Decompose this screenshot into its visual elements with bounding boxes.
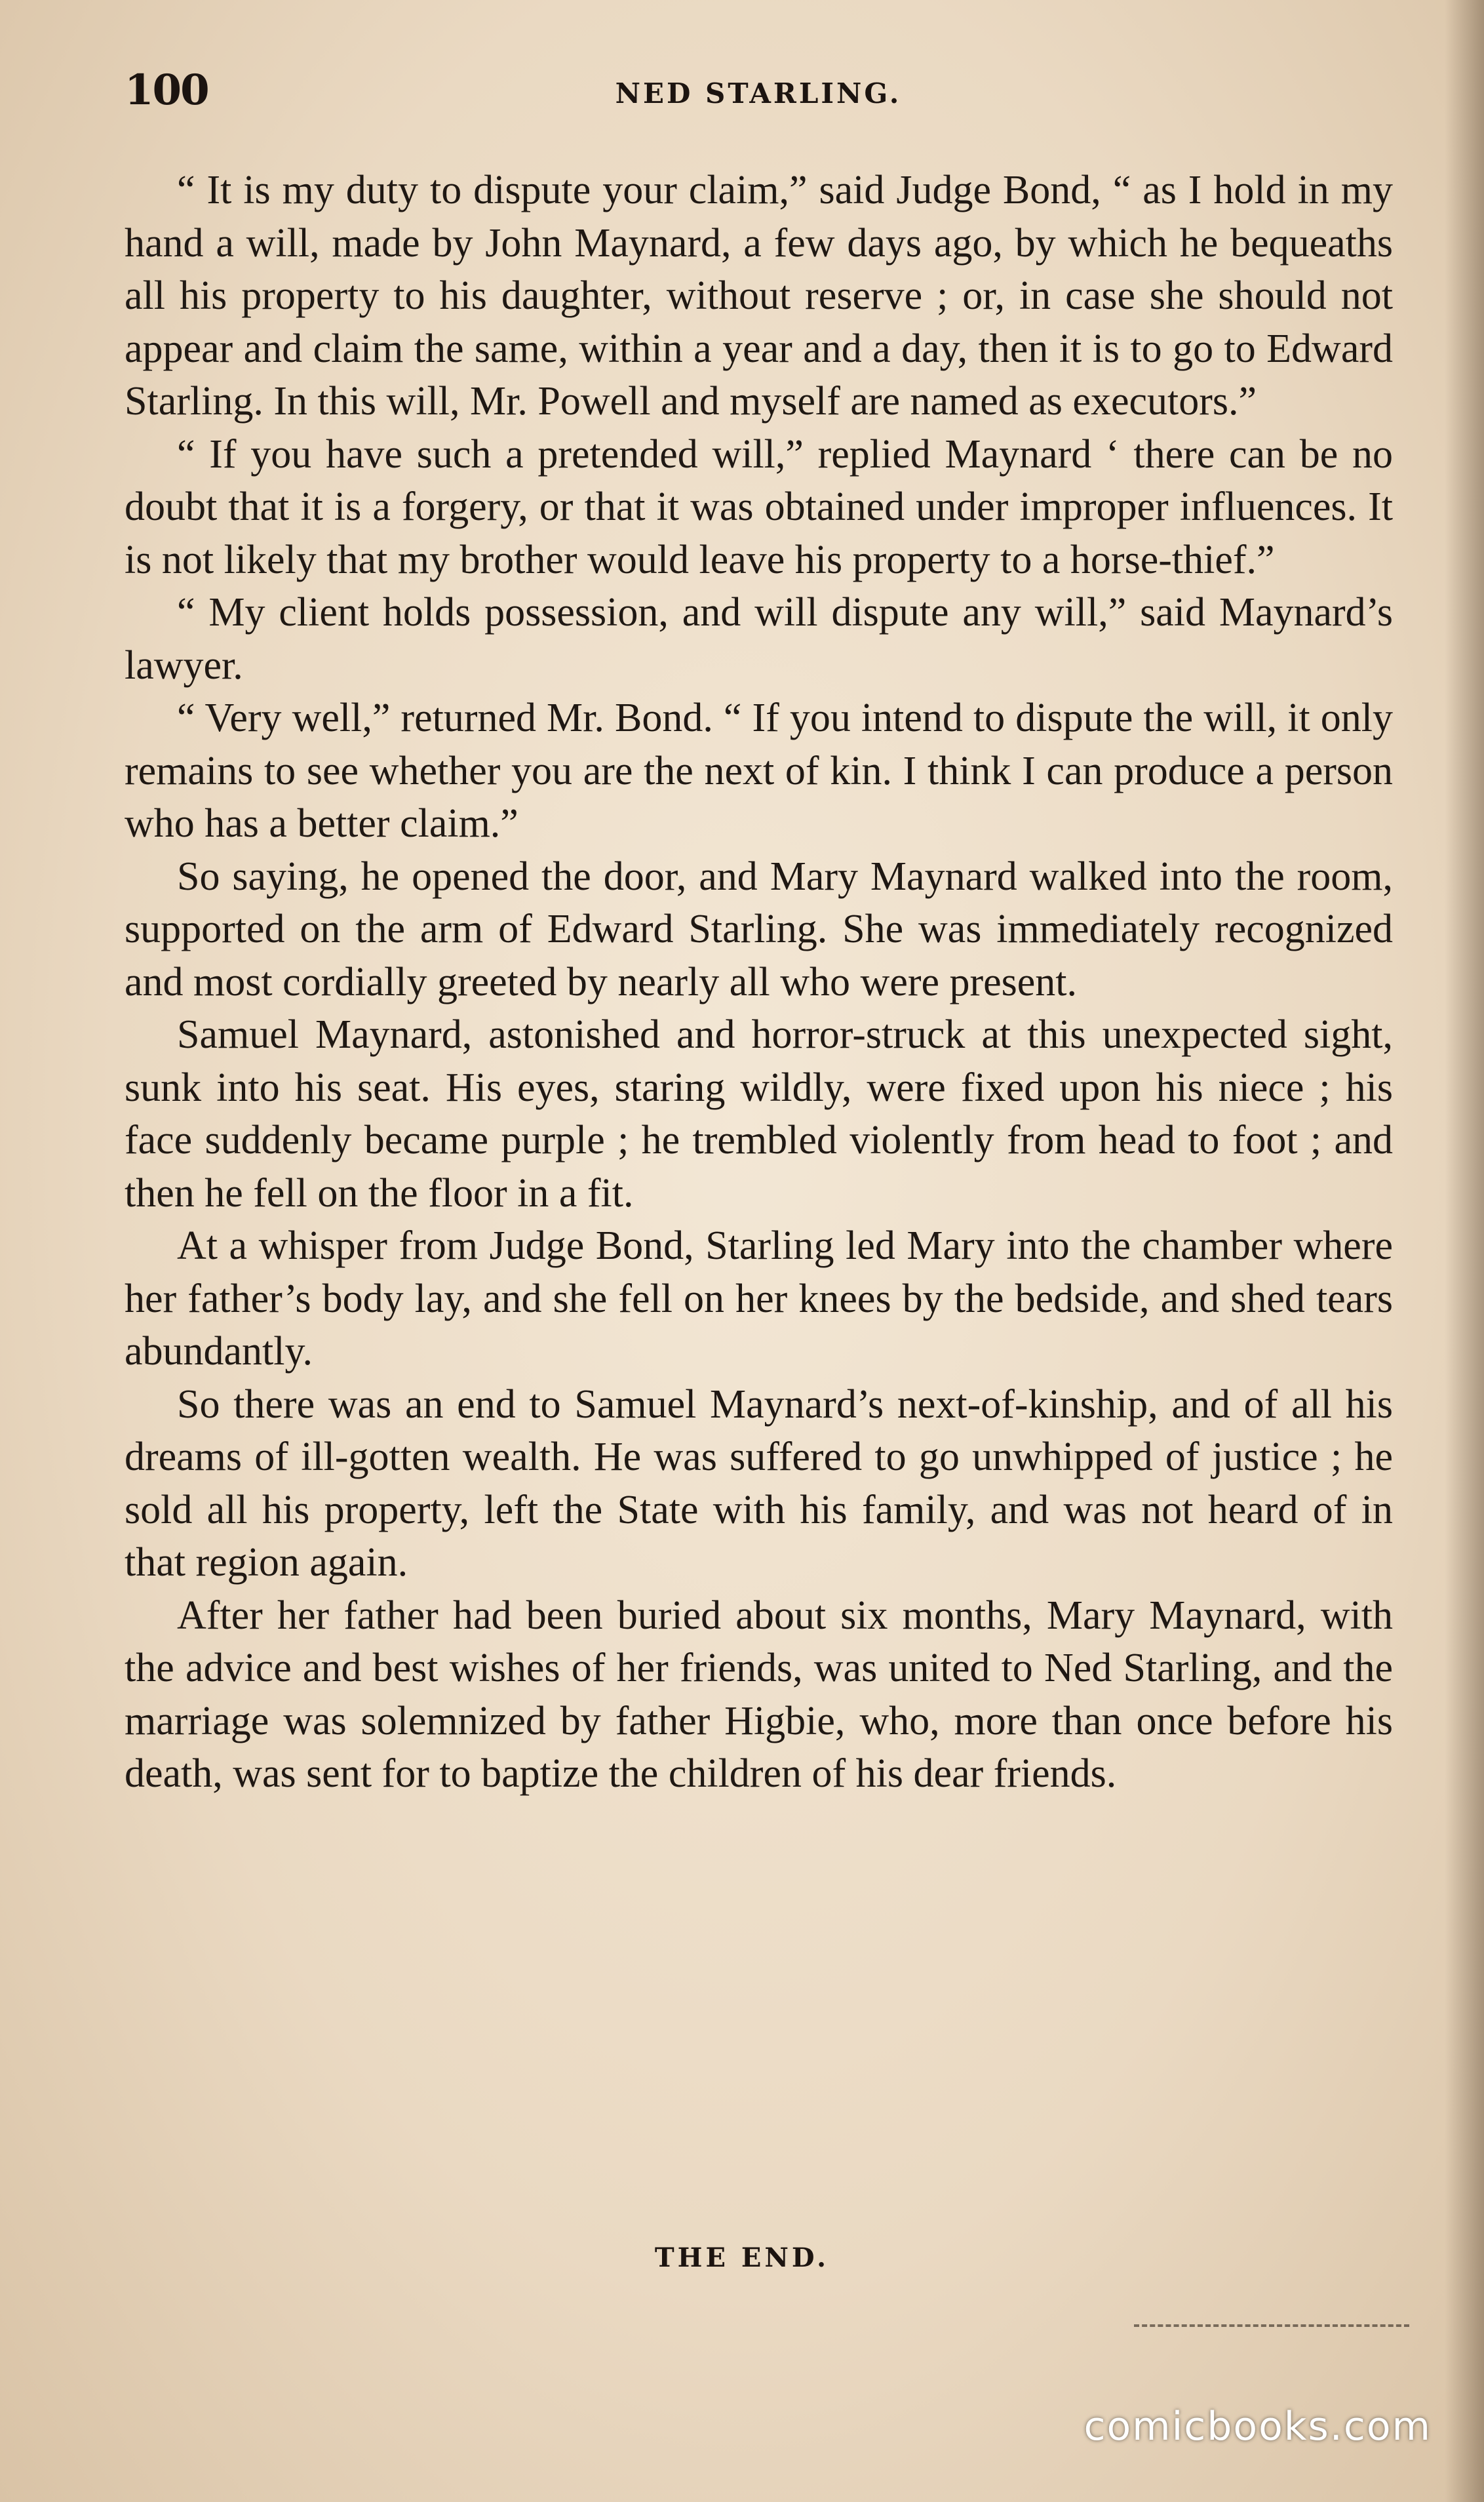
paragraph: “ Very well,” returned Mr. Bond. “ If you intend to dispute the will, it only remains to see whether you are the next of kin. I think I can produce a person who has a better claim.” bbox=[125, 696, 1393, 846]
paragraph: After her father had been buried about six months, Mary Maynard, with the advice and best wishes of her friends, was united to Ned Starling, and the marriage was solemnized by father Higbie, who, more than once before his death, was sent for to baptize the children of his dear friends. bbox=[125, 1593, 1393, 1796]
paragraph: Samuel Maynard, astonished and horror-struck at this unexpected sight, sunk into his seat. His eyes, staring wildly, were fixed upon his niece ; his face suddenly became purple ; he trembled violently from head to foot ; and then he fell on the floor in a fit. bbox=[125, 1012, 1393, 1216]
paragraph: So there was an end to Samuel Maynard’s next-of-kinship, and of all his dreams of ill-gotten wealth. He was suffered to go unwhipped of justice ; he sold all his property, left the State with his family, and was not heard of in that region again. bbox=[125, 1381, 1393, 1585]
the-end: THE END. bbox=[654, 2242, 830, 2273]
body-text bbox=[125, 164, 1393, 1800]
page-number: 100 bbox=[125, 66, 208, 115]
page-edge-shadow bbox=[1445, 0, 1484, 2502]
running-head: NED STARLING. bbox=[615, 77, 902, 109]
watermark: comicbooks.com bbox=[1084, 2404, 1432, 2450]
page-header bbox=[125, 66, 1392, 118]
paragraph: So saying, he opened the door, and Mary Maynard walked into the room, supported on the arm of Edward Starling. She was immediately recognized and most cordially greeted by nearly all who were present. bbox=[125, 854, 1393, 1004]
paragraph: “ It is my duty to dispute your claim,” said Judge Bond, “ as I hold in my hand a will, made by John Maynard, a few days ago, by which he bequeaths all his property to his daughter, without reserve ; or, in case she should not appear and claim the same, within a year and a day, then it is to go to Edward Starling. In this will, Mr. Powell and myself are named as executors.” bbox=[125, 168, 1393, 424]
paragraph: “ My client holds possession, and will dispute any will,” said Maynard’s lawyer. bbox=[125, 590, 1393, 688]
paragraph: At a whisper from Judge Bond, Starling led Mary into the chamber where her father’s body lay, and she fell on her knees by the bedside, and shed tears abundantly. bbox=[125, 1223, 1393, 1374]
paragraph: “ If you have such a pretended will,” replied Maynard ‘ there can be no doubt that it is a forgery, or that it was obtained under improper influences. It is not likely that my brother would leave his property to a horse-thief.” bbox=[125, 431, 1393, 582]
decorative-rule bbox=[1134, 2324, 1409, 2327]
